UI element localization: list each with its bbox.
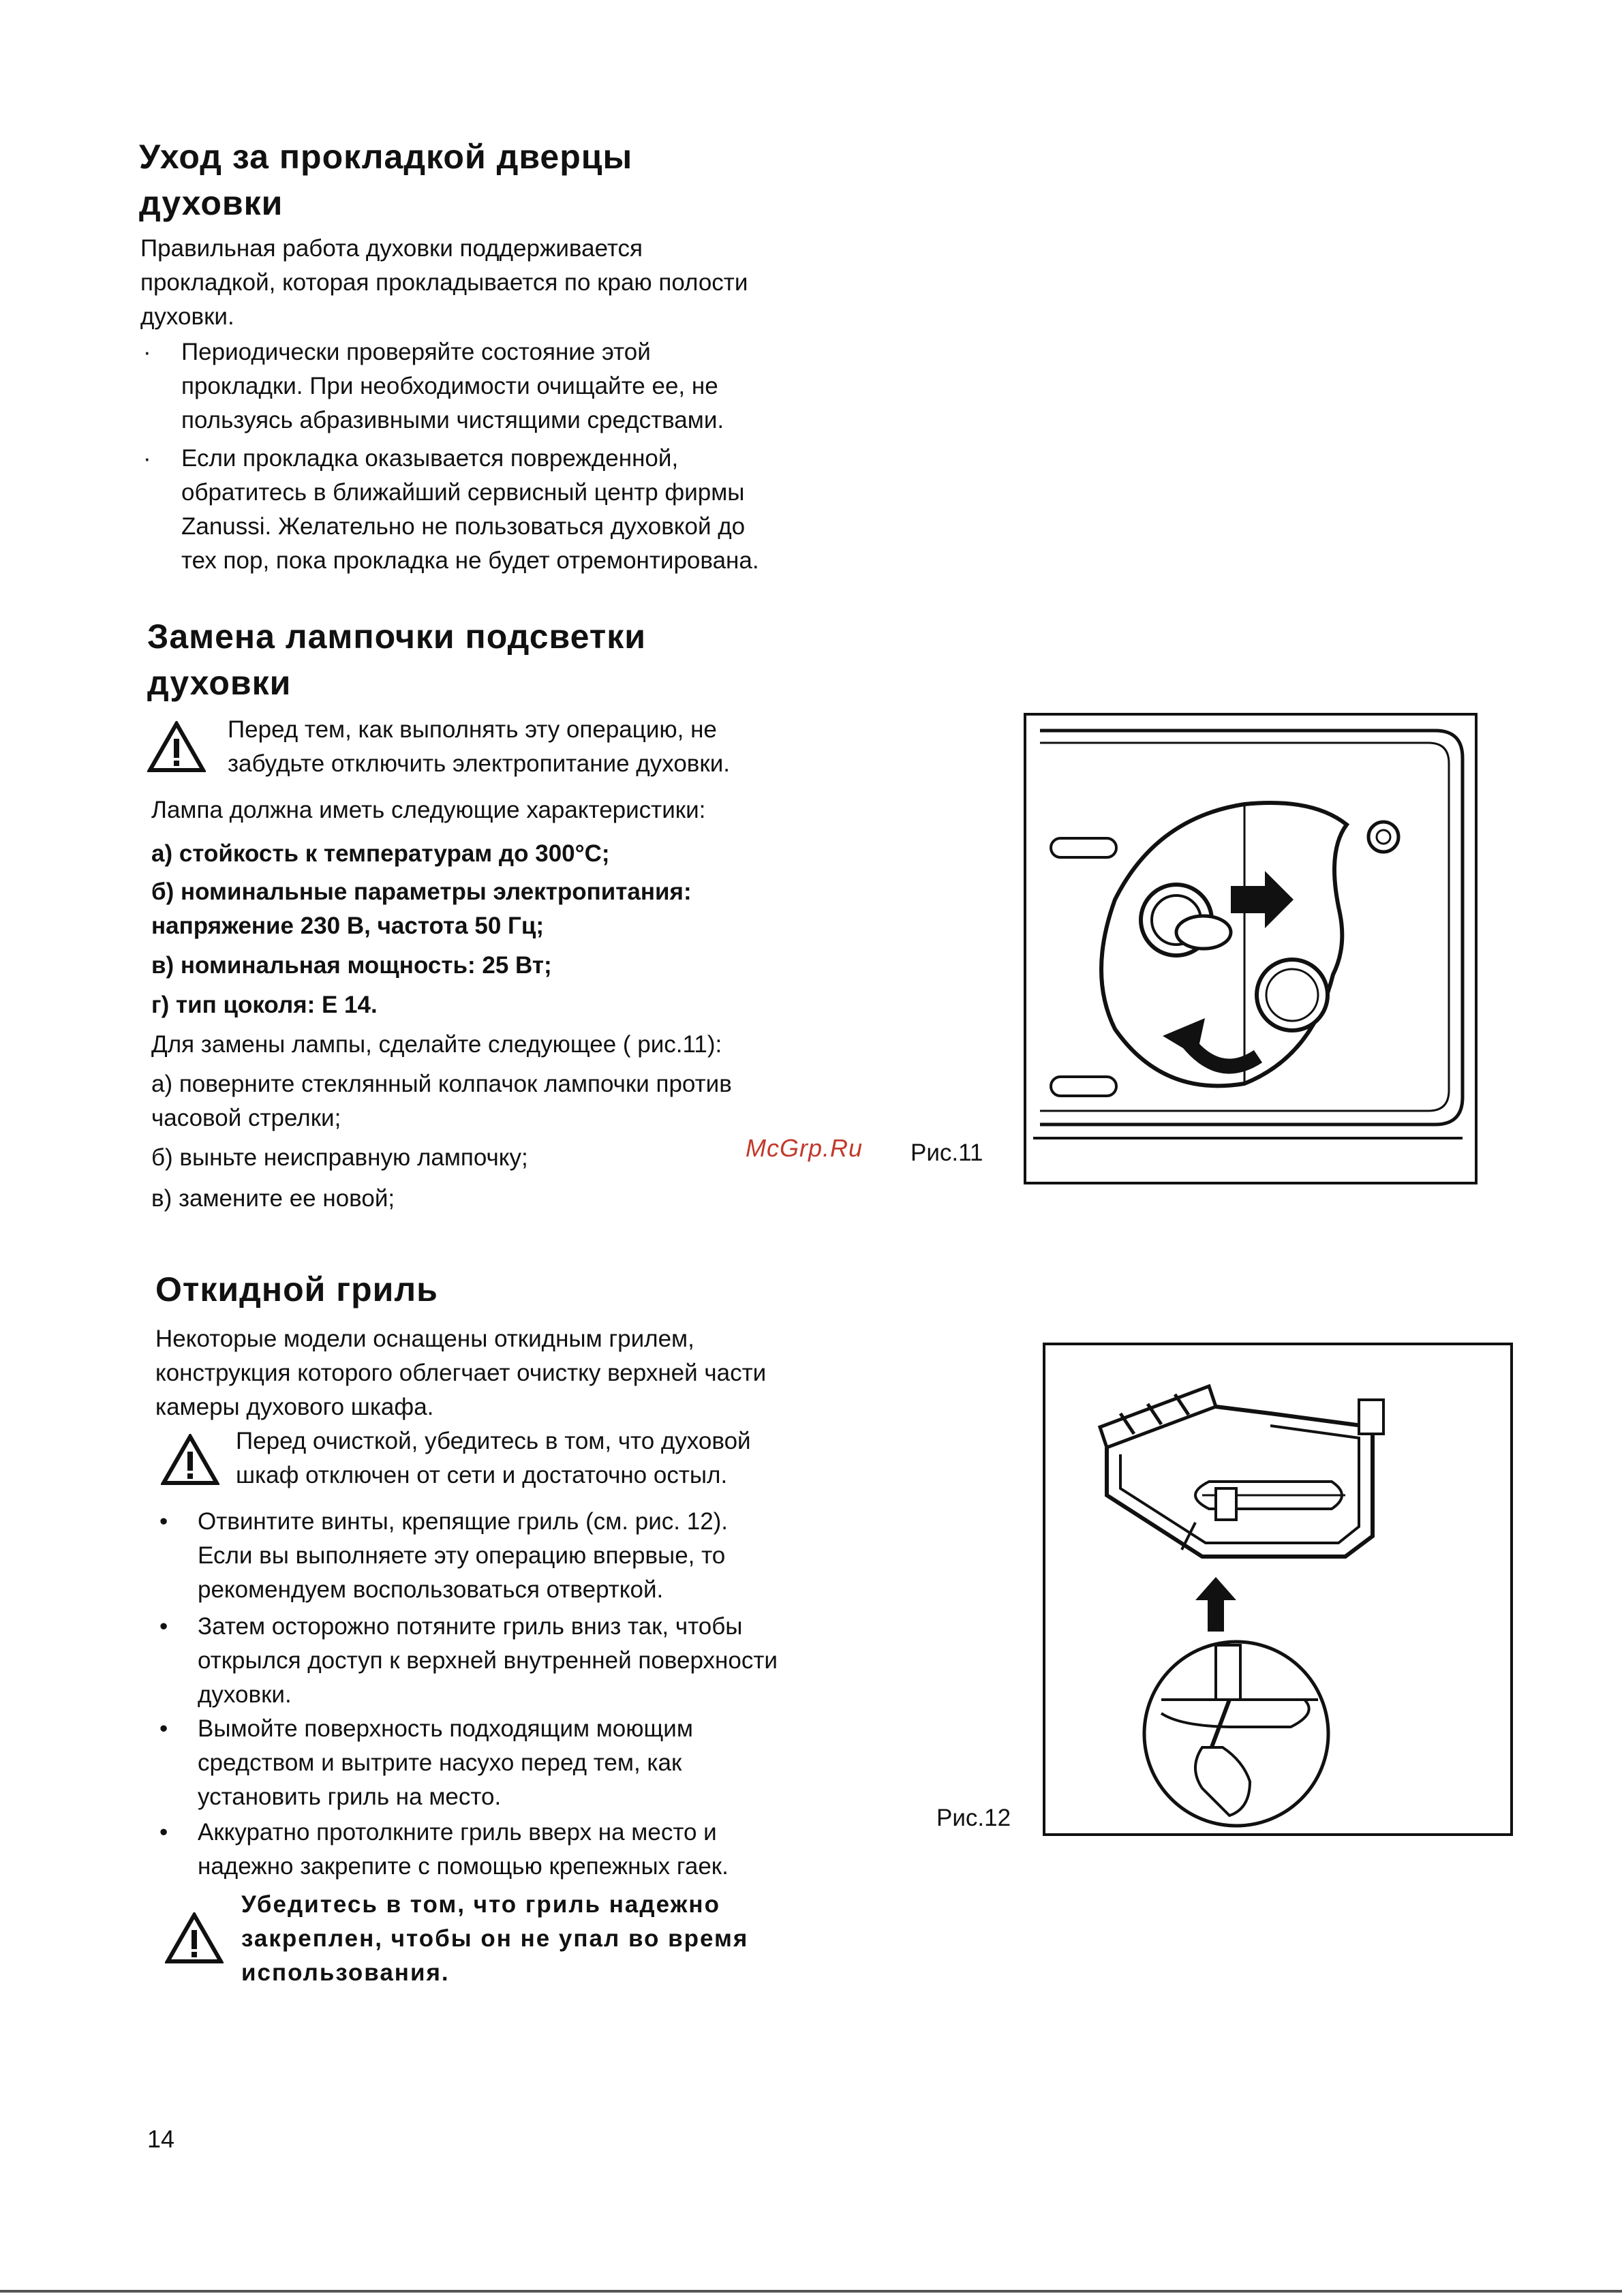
bullet-marker: · <box>143 339 151 365</box>
warning-triangle-icon <box>147 721 206 773</box>
replace-intro: Для замены лампы, сделайте следующее ( рис.11): <box>151 1031 722 1058</box>
section2-warning: Перед тем, как выполнять эту операцию, не забудьте отключить электропитание духовки. <box>228 716 730 777</box>
grill-illustration <box>1045 1345 1510 1833</box>
section3-warning: Перед очисткой, убедитесь в том, что духовой шкаф отключен от сети и достаточно остыл. <box>236 1428 751 1488</box>
warning-triangle-icon <box>165 1912 224 1964</box>
warning-triangle-icon <box>161 1434 219 1486</box>
oven-lamp-illustration <box>1026 716 1475 1182</box>
figure-11-caption: Рис.11 <box>911 1139 983 1166</box>
section3-intro: Некоторые модели оснащены откидным грилем, конструкция которого облегчает очистку верхней части камеры духового шкафа. <box>155 1326 767 1420</box>
page-number: 14 <box>147 2125 175 2153</box>
spec-b: б) номинальные параметры электропитания: напряжение 230 В, частота 50 Гц; <box>151 878 692 939</box>
section1-intro: Правильная работа духовки поддерживается прокладкой, которая прокладывается по краю полости духовки. <box>140 235 748 330</box>
bullet-marker: • <box>159 1508 168 1535</box>
step-b: б) выньте неисправную лампочку; <box>151 1144 528 1171</box>
spec-d: г) тип цоколя: Е 14. <box>151 992 378 1018</box>
figure-11 <box>1024 713 1478 1184</box>
figure-12 <box>1043 1343 1513 1836</box>
watermark: McGrp.Ru <box>746 1134 863 1162</box>
section1-bullet-1: Периодически проверяйте состояние этой прокладки. При необходимости очищайте ее, не пользуясь абразивными чистящими средствами. <box>181 339 724 433</box>
bullet-marker: • <box>159 1819 168 1846</box>
section3-bullet-3: Вымойте поверхность подходящим моющим средством и вытрите насухо перед тем, как установить гриль на место. <box>198 1715 693 1810</box>
section3-bullet-2: Затем осторожно потяните гриль вниз так, чтобы открылся доступ к верхней внутренней поверхности духовки. <box>198 1613 778 1708</box>
section3-final-warning: Убедитесь в том, что гриль надежно закреплен, чтобы он не упал во время использования. <box>241 1891 749 1986</box>
bullet-marker: • <box>159 1715 168 1742</box>
section3-title: Откидной гриль <box>155 1270 438 1308</box>
bullet-marker: · <box>143 445 151 472</box>
spec-a: а) стойкость к температурам до 300°C; <box>151 840 610 867</box>
section1-bullet-2: Если прокладка оказывается поврежденной, обратитесь в ближайший сервисный центр фирмы Zanussi. Желательно не пользоваться духовкой до тех пор, пока прокладка не будет отремонтирована. <box>181 445 759 574</box>
step-c: в) замените ее новой; <box>151 1185 395 1212</box>
bullet-marker: • <box>159 1613 168 1640</box>
section1-title: Уход за прокладкой дверцы духовки <box>139 138 633 222</box>
spec-c: в) номинальная мощность: 25 Вт; <box>151 952 552 979</box>
section3-bullet-4: Аккуратно протолкните гриль вверх на место и надежно закрепите с помощью крепежных гаек. <box>198 1819 729 1880</box>
step-a: а) поверните стеклянный колпачок лампочки против часовой стрелки; <box>151 1071 732 1131</box>
section3-bullet-1: Отвинтите винты, крепящие гриль (см. рис. 12). Если вы выполняете эту операцию впервые, то рекомендуем воспользоваться отверткой. <box>198 1508 729 1603</box>
lamp-intro: Лампа должна иметь следующие характеристики: <box>151 797 706 823</box>
figure-12-caption: Рис.12 <box>936 1805 1011 1831</box>
bottom-rule <box>0 2290 1622 2293</box>
section2-title: Замена лампочки подсветки духовки <box>147 617 647 702</box>
